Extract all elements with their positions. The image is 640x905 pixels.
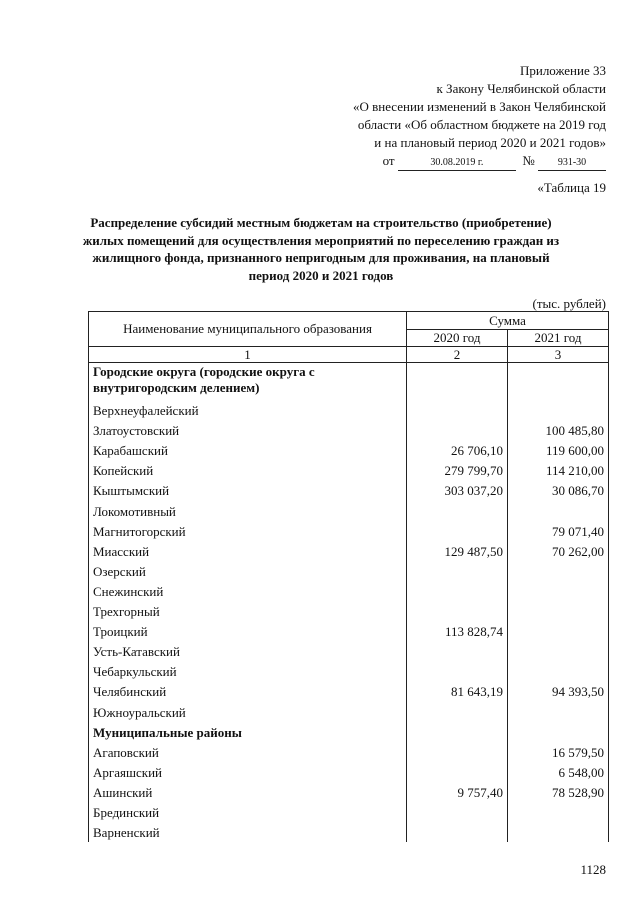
value-2020 [407,661,508,681]
appendix-line: и на плановый период 2020 и 2021 годов» [374,135,606,150]
municipality-name: Озерский [89,561,407,581]
municipality-name: Карабашский [89,440,407,460]
table-row [89,500,609,520]
units-note: (тыс. рублей) [532,296,606,311]
column-number: 2 [407,347,508,363]
value-2021 [508,621,609,641]
value-2020 [407,601,508,621]
municipality-name: Кыштымский [89,480,407,500]
municipality-name: Аргаяшский [89,762,407,782]
municipality-name: Трехгорный [89,601,407,621]
table-row [89,581,609,601]
group-row [89,363,609,401]
table-row [89,460,609,480]
value-2020 [407,521,508,541]
value-2021: 119 600,00 [508,440,609,460]
table-row [89,661,609,681]
value-2021 [508,641,609,661]
value-2021 [508,561,609,581]
value-2021 [508,500,609,520]
group-empty-cell [508,722,609,742]
table-body [89,363,609,843]
municipality-name: Ашинский [89,782,407,802]
appendix-line: к Закону Челябинской области [436,81,606,96]
municipality-name: Варненский [89,822,407,842]
subsidy-table [88,311,609,842]
value-2021 [508,661,609,681]
table-row [89,822,609,842]
appendix-line: области «Об областном бюджете на 2019 год [357,117,606,132]
municipality-name: Миасский [89,541,407,561]
table-row [89,621,609,641]
table-row [89,420,609,440]
header-municipality: Наименование муниципального образования [89,312,407,347]
table-row [89,440,609,460]
value-2020: 81 643,19 [407,681,508,701]
table-row [89,561,609,581]
value-2020 [407,802,508,822]
value-2020 [407,561,508,581]
value-2021: 94 393,50 [508,681,609,701]
value-2021: 70 262,00 [508,541,609,561]
group-2020 [407,363,508,401]
value-2021 [508,400,609,420]
table-row [89,541,609,561]
header-sum: Сумма [407,312,609,330]
municipality-name: Чебаркульский [89,661,407,681]
appendix-line: «О внесении изменений в Закон Челябинской [352,99,606,114]
municipality-name: Усть-Катавский [89,641,407,661]
municipality-name: Верхнеуфалейский [89,400,407,420]
group-2021 [508,363,609,401]
table-row [89,802,609,822]
law-number: 931-30 [538,156,606,171]
value-2020 [407,500,508,520]
law-reference-line [286,152,606,171]
value-2021: 6 548,00 [508,762,609,782]
value-2020: 26 706,10 [407,440,508,460]
table-row [89,681,609,701]
table-row [89,480,609,500]
value-2021: 78 528,90 [508,782,609,802]
municipality-name: Снежинский [89,581,407,601]
table-row [89,742,609,762]
table-label: «Таблица 19 [537,180,606,195]
appendix-line: Приложение 33 [519,63,606,78]
value-2020: 113 828,74 [407,621,508,641]
number-label: № [522,153,535,168]
table-row [89,521,609,541]
municipality-name: Брединский [89,802,407,822]
value-2021 [508,701,609,721]
table-row [89,641,609,661]
value-2021: 79 071,40 [508,521,609,541]
page-number: 1128 [580,862,606,877]
header-year-2021: 2021 год [508,329,609,347]
municipality-name: Локомотивный [89,500,407,520]
header-year-2020: 2020 год [407,329,508,347]
municipality-name: Южноуральский [89,701,407,721]
column-number: 1 [89,347,407,363]
value-2021: 100 485,80 [508,420,609,440]
table-row [89,762,609,782]
from-label: от [382,153,395,168]
value-2021: 114 210,00 [508,460,609,480]
municipality-name: Копейский [89,460,407,480]
group-name: Муниципальные районы [89,722,407,742]
municipality-name: Златоустовский [89,420,407,440]
value-2021: 30 086,70 [508,480,609,500]
appendix-block [286,62,606,171]
column-number: 3 [508,347,609,363]
document-heading: Распределение субсидий местным бюджетам на строительство (приобретение) жилых помещений для осуществления мероприятий по переселению граждан из жилищного фонда, признанного непригодным для проживания, на плановый период 2020 и 2021 годов [82,215,560,283]
value-2020 [407,742,508,762]
group-row [89,722,609,742]
value-2021 [508,822,609,842]
value-2020 [407,641,508,661]
value-2021 [508,601,609,621]
value-2020: 129 487,50 [407,541,508,561]
value-2020 [407,822,508,842]
table-row [89,400,609,420]
group-name: Городские округа (городские округа с внутригородским делением) [89,363,407,401]
table-row [89,782,609,802]
municipality-name: Магнитогорский [89,521,407,541]
value-2020 [407,581,508,601]
municipality-name: Троицкий [89,621,407,641]
value-2020 [407,400,508,420]
group-empty-cell [407,722,508,742]
value-2020 [407,701,508,721]
municipality-name: Челябинский [89,681,407,701]
value-2021 [508,802,609,822]
value-2020 [407,762,508,782]
value-2020: 9 757,40 [407,782,508,802]
table-header [89,312,609,363]
table-row [89,701,609,721]
table-row [89,601,609,621]
value-2020: 303 037,20 [407,480,508,500]
law-date: 30.08.2019 г. [398,156,516,171]
value-2020: 279 799,70 [407,460,508,480]
value-2021: 16 579,50 [508,742,609,762]
value-2020 [407,420,508,440]
municipality-name: Агаповский [89,742,407,762]
value-2021 [508,581,609,601]
